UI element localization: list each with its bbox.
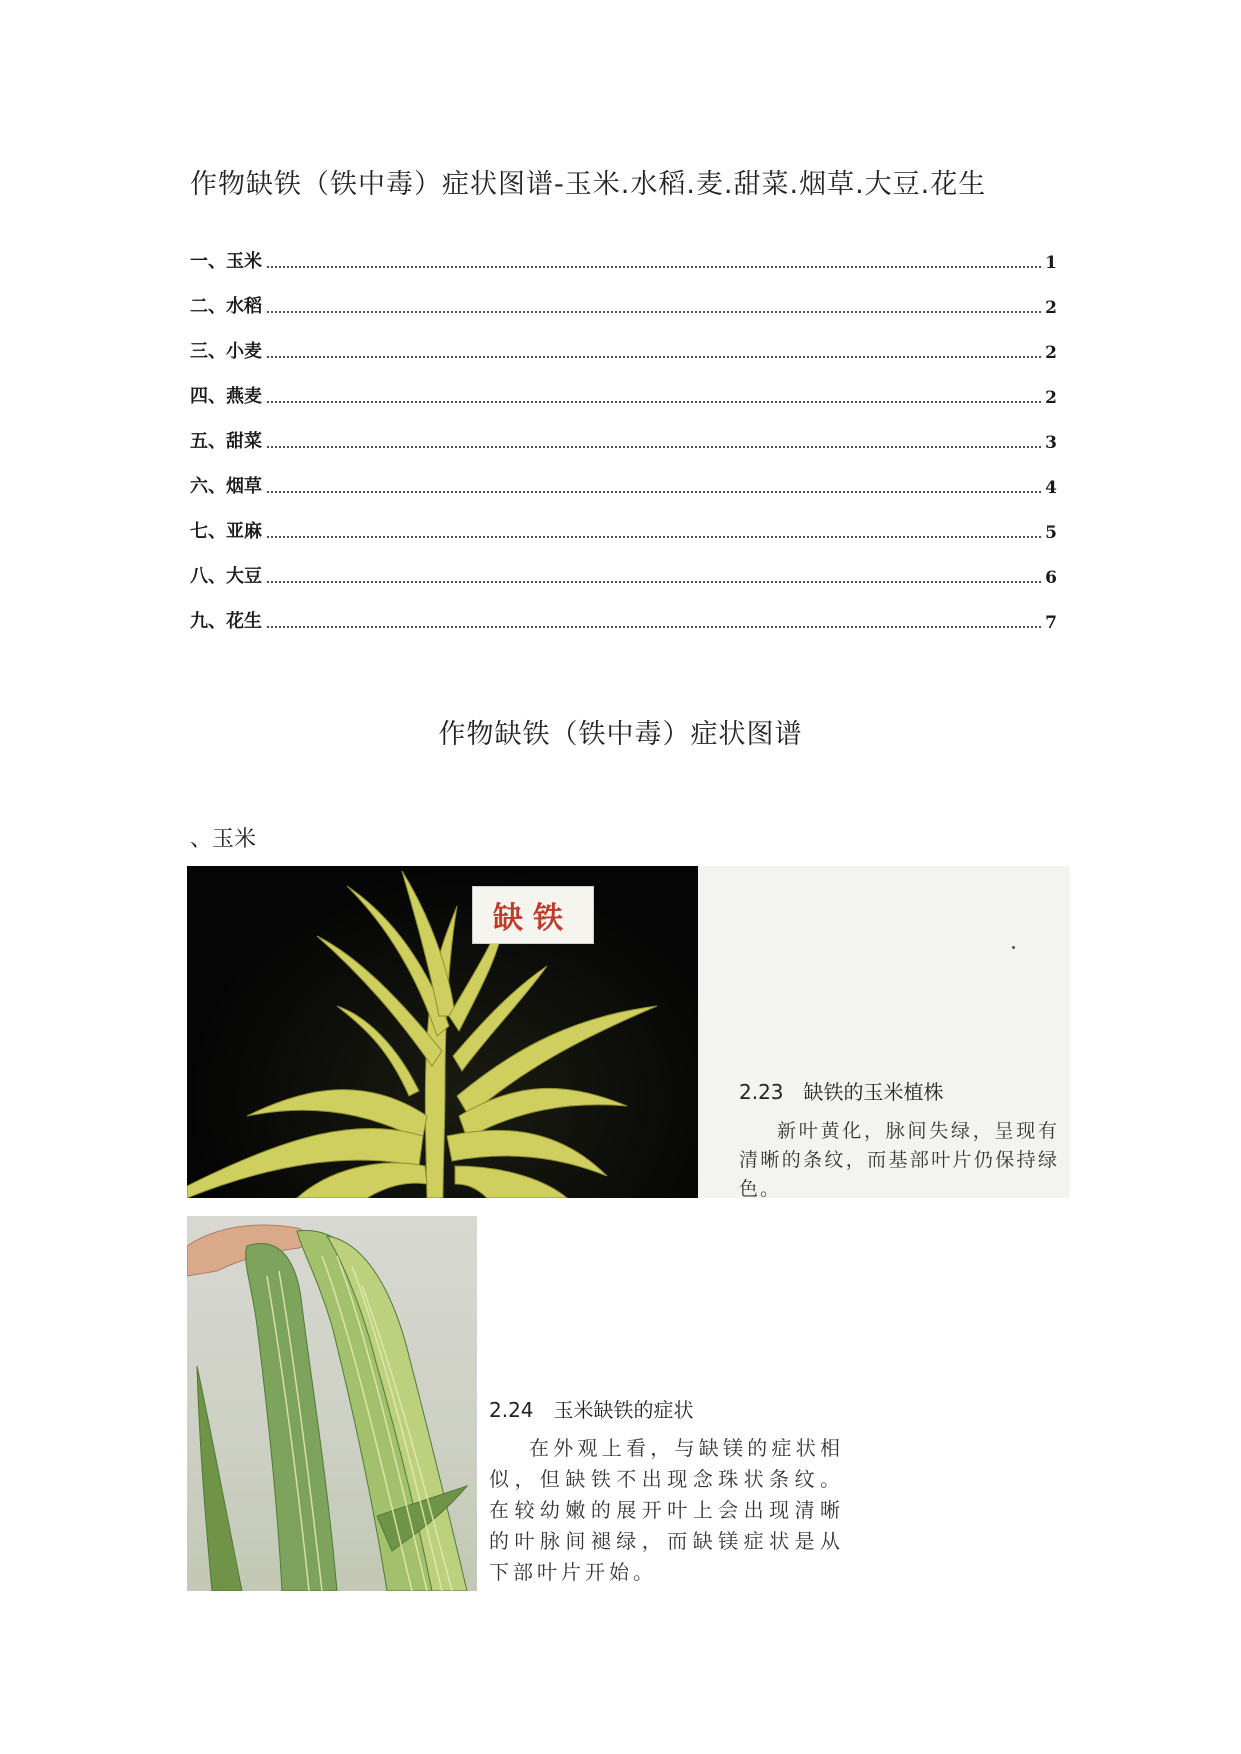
corn-leaves-illustration [187,1216,477,1591]
figure-caption [739,1076,1059,1204]
scan-speck [1012,946,1015,949]
toc-entry[interactable] [190,363,1057,408]
toc-entry[interactable] [190,543,1057,588]
figure-number: 2.23 [739,1080,784,1104]
toc-leader-dots [266,491,1043,493]
toc-entry-page: 2 [1045,388,1057,408]
figure-description: 新叶黄化，脉间失绿，呈现有清晰的条纹，而基部叶片仍保持绿色。 [739,1120,1059,1200]
toc-entry-label: 二、水稻 [190,296,262,317]
toc-entry-page: 6 [1045,568,1057,588]
toc-entry-label: 一、玉米 [190,251,262,272]
toc-entry[interactable] [190,318,1057,363]
toc-entry-label: 三、小麦 [190,341,262,362]
toc-entry-page: 4 [1045,478,1057,498]
toc-entry-page: 7 [1045,613,1057,633]
toc-entry[interactable] [190,228,1057,273]
toc-entry-page: 2 [1045,343,1057,363]
toc-leader-dots [266,311,1043,313]
toc-leader-dots [266,401,1043,403]
section-title: 作物缺铁（铁中毒）症状图谱 [438,719,803,750]
iron-deficiency-sign: 缺铁 [472,886,594,944]
figure-corn-leaves [187,1216,847,1591]
sub-heading: 、玉米 [190,827,257,852]
toc-entry-page: 5 [1045,523,1057,543]
table-of-contents [190,228,1057,633]
toc-entry-page: 1 [1045,253,1057,273]
toc-entry-label: 四、燕麦 [190,386,262,407]
figure-number: 2.24 [489,1398,534,1422]
figure-title: 玉米缺铁的症状 [553,1398,694,1422]
toc-entry-page: 2 [1045,298,1057,318]
toc-entry-label: 八、大豆 [190,566,262,587]
toc-entry[interactable] [190,273,1057,318]
toc-entry[interactable] [190,408,1057,453]
corn-leaves-photo [187,1216,477,1591]
toc-entry-label: 五、甜菜 [190,431,262,452]
corn-plant-illustration [187,866,698,1198]
toc-leader-dots [266,581,1043,583]
figure-title: 缺铁的玉米植株 [803,1080,944,1104]
toc-entry-label: 七、亚麻 [190,521,262,542]
figure-description: 在外观上看，与缺镁的症状相似，但缺铁不出现念珠状条纹。在较幼嫩的展开叶上会出现清晰的叶脉间褪绿，而缺镁症状是从下部叶片开始。 [489,1436,844,1584]
toc-leader-dots [266,626,1043,628]
corn-plant-photo [187,866,698,1198]
document-title: 作物缺铁（铁中毒）症状图谱-玉米.水稻.麦.甜菜.烟草.大豆.花生 [190,169,987,200]
toc-leader-dots [266,446,1043,448]
toc-leader-dots [266,266,1043,268]
figure-corn-plant [187,866,1070,1198]
toc-entry[interactable] [190,453,1057,498]
toc-entry-label: 九、花生 [190,611,262,632]
toc-leader-dots [266,536,1043,538]
toc-entry-page: 3 [1045,433,1057,453]
toc-entry[interactable] [190,588,1057,633]
toc-entry[interactable] [190,498,1057,543]
toc-entry-label: 六、烟草 [190,476,262,497]
figure-caption [489,1394,844,1588]
toc-leader-dots [266,356,1043,358]
